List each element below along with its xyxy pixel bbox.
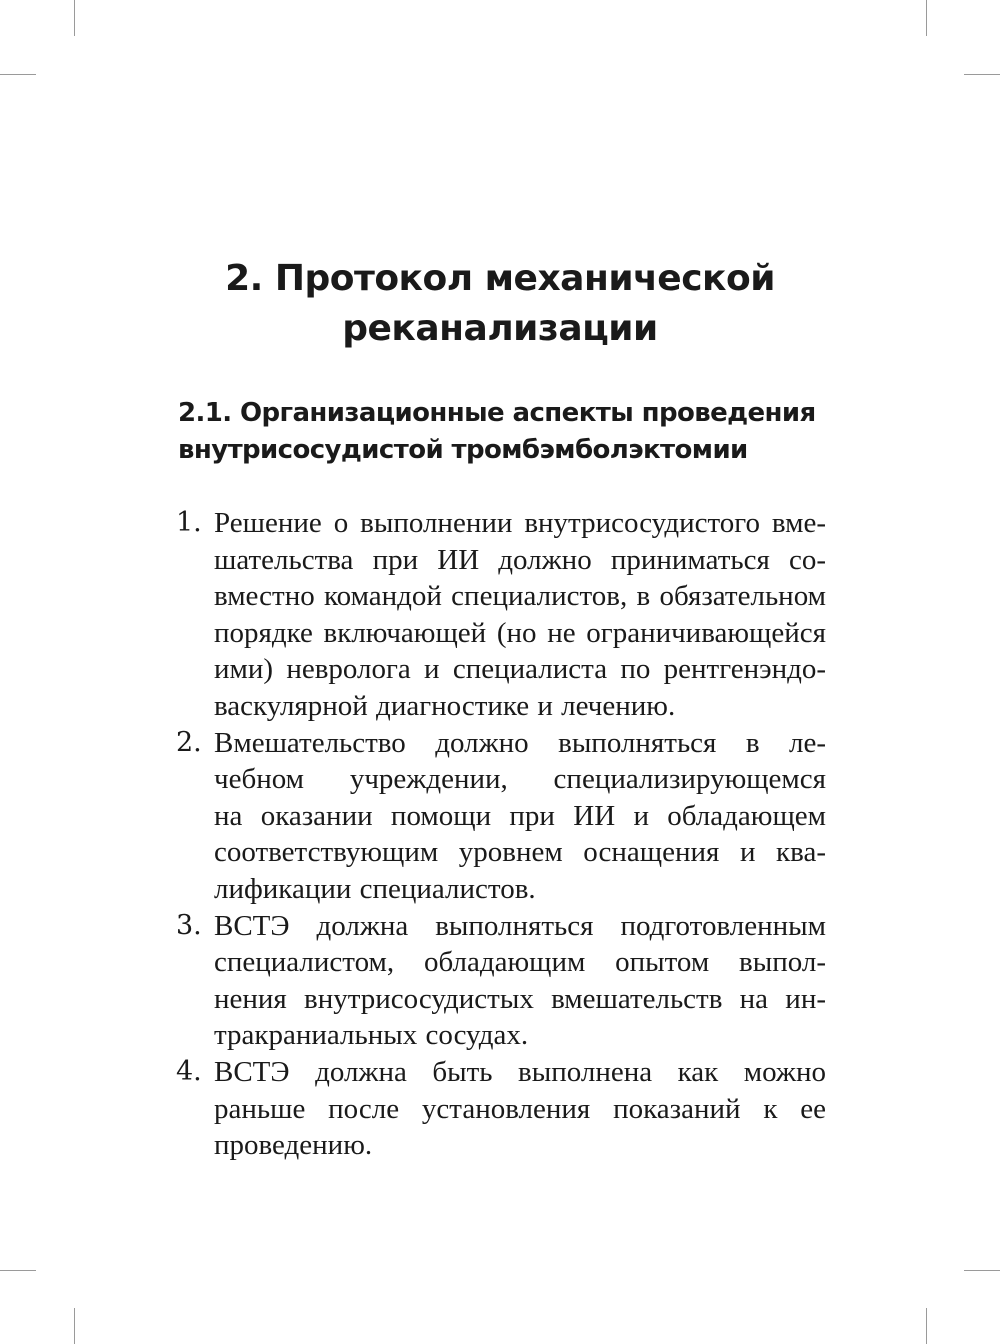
crop-mark bbox=[74, 1308, 75, 1344]
numbered-list bbox=[176, 505, 826, 1164]
text-line: лификации специалистов. bbox=[214, 872, 536, 905]
section-title bbox=[178, 395, 838, 469]
text-line: васкулярной диагностике и лечению. bbox=[214, 689, 676, 722]
list-item bbox=[176, 908, 826, 1054]
section-title-line: 2.1. Организационные аспекты проведения bbox=[178, 398, 816, 428]
text-line: раньше после установления показаний к ее bbox=[214, 1092, 826, 1125]
text-line: ВСТЭ должна выполняться подготовленным bbox=[214, 909, 826, 942]
crop-mark bbox=[0, 1270, 36, 1271]
list-item-number: 4. bbox=[176, 1055, 202, 1087]
text-line: ВСТЭ должна быть выполнена как можно bbox=[214, 1055, 826, 1088]
crop-mark bbox=[964, 1270, 1000, 1271]
crop-mark bbox=[926, 0, 927, 36]
text-line: на оказании помощи при ИИ и обладающем bbox=[214, 799, 826, 832]
text-line: специалистом, обладающим опытом выпол- bbox=[214, 946, 826, 979]
chapter-title bbox=[180, 254, 820, 354]
text-line: вместно командой специалистов, в обязательном bbox=[214, 580, 826, 613]
list-item-text bbox=[214, 1054, 826, 1164]
text-line: порядке включающей (но не ограничивающейся bbox=[214, 616, 826, 649]
text-line: Вмешательство должно выполняться в ле- bbox=[214, 726, 826, 759]
text-line: шательства при ИИ должно приниматься со- bbox=[214, 543, 826, 576]
crop-mark bbox=[964, 74, 1000, 75]
text-line: чебном учреждении, специализирующемся bbox=[214, 763, 826, 796]
text-line: Решение о выполнении внутрисосудистого вме- bbox=[214, 507, 826, 539]
list-item-text bbox=[214, 505, 826, 725]
list-item-number: 3. bbox=[176, 909, 202, 941]
list-item-text bbox=[214, 908, 826, 1054]
text-line: соответствующим уровнем оснащения и ква- bbox=[214, 836, 826, 869]
text-line: ими) невролога и специалиста по рентгенэндо- bbox=[214, 653, 826, 686]
text-line: тракраниальных сосудах. bbox=[214, 1019, 529, 1052]
section-title-line: внутрисосудистой тромбэмболэктомии bbox=[178, 435, 748, 465]
chapter-title-line: 2. Протокол механической bbox=[225, 258, 775, 299]
list-item bbox=[176, 1054, 826, 1164]
text-line: проведению. bbox=[214, 1129, 373, 1162]
list-item-number: 1. bbox=[176, 507, 202, 538]
list-item bbox=[176, 725, 826, 908]
crop-mark bbox=[926, 1308, 927, 1344]
list-item-text bbox=[214, 725, 826, 908]
chapter-title-line: реканализации bbox=[342, 308, 658, 349]
text-line: нения внутрисосудистых вмешательств на ин- bbox=[214, 982, 826, 1015]
list-item-number: 2. bbox=[176, 726, 202, 758]
crop-mark bbox=[0, 74, 36, 75]
crop-mark bbox=[74, 0, 75, 36]
list-item bbox=[176, 505, 826, 725]
